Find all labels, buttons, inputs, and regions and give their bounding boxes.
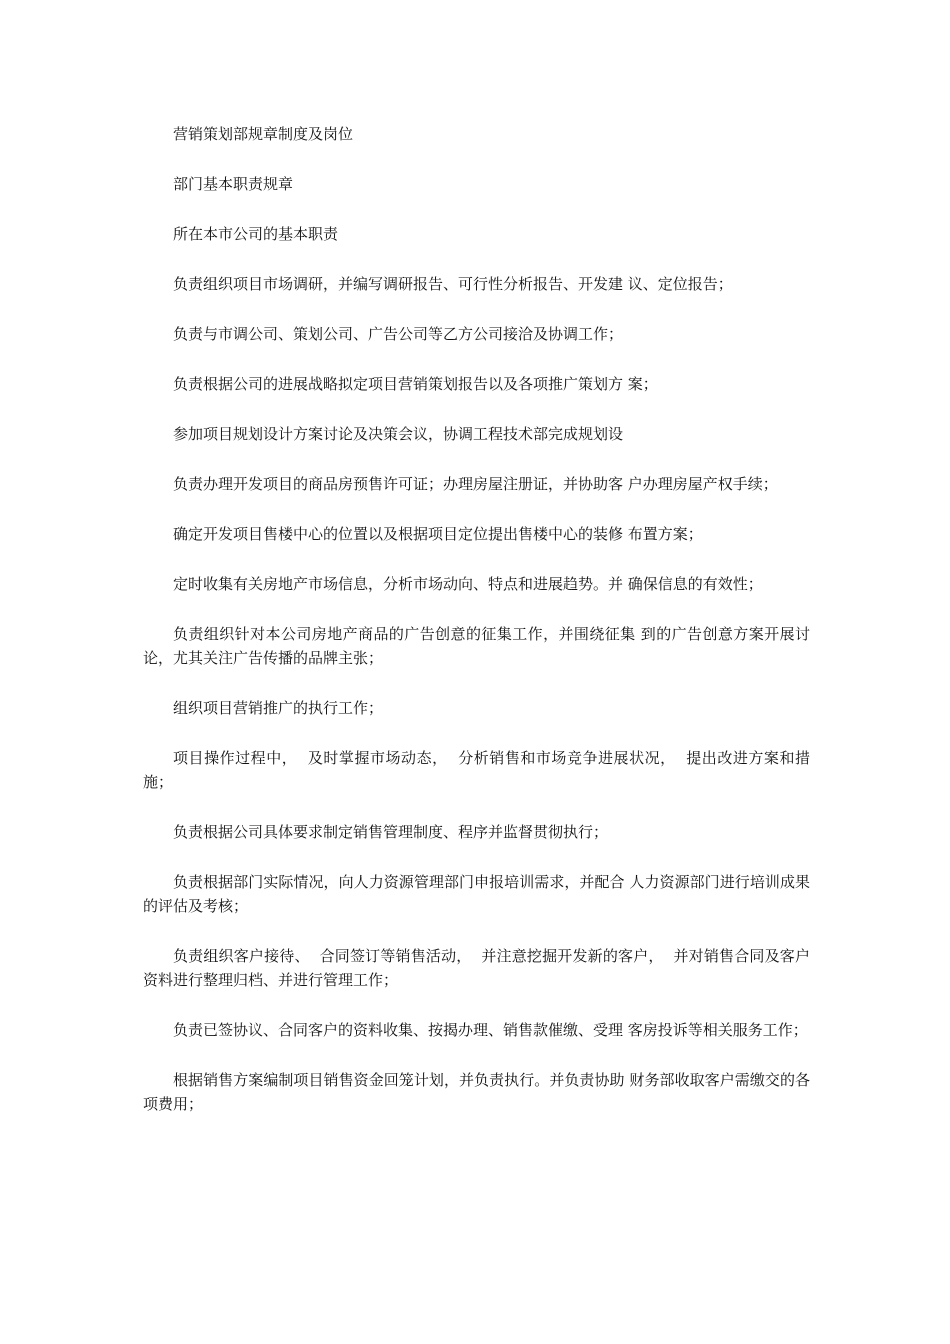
duty-paragraph: 项目操作过程中， 及时掌握市场动态， 分析销售和市场竞争进展状况， 提出改进方案和措施； [143, 749, 810, 791]
duty-paragraph: 负责组织项目市场调研，并编写调研报告、可行性分析报告、开发建 议、定位报告； [173, 275, 733, 293]
section-heading: 部门基本职责规章 [173, 175, 294, 193]
duty-paragraph: 负责与市调公司、策划公司、广告公司等乙方公司接洽及协调工作； [173, 325, 624, 343]
duty-paragraph: 负责根据公司的进展战略拟定项目营销策划报告以及各项推广策划方 案； [173, 375, 658, 393]
doc-title: 营销策划部规章制度及岗位 [173, 125, 354, 143]
duty-paragraph: 组织项目营销推广的执行工作； [173, 699, 384, 717]
duty-paragraph: 负责根据公司具体要求制定销售管理制度、程序并监督贯彻执行； [173, 823, 609, 841]
subsection-heading: 所在本市公司的基本职责 [173, 225, 339, 243]
duty-paragraph: 参加项目规划设计方案讨论及决策会议，协调工程技术部完成规划设 [173, 425, 624, 443]
duty-paragraph: 负责办理开发项目的商品房预售许可证；办理房屋注册证，并协助客 户办理房屋产权手续； [173, 475, 778, 493]
duty-paragraph: 定时收集有关房地产市场信息，分析市场动向、特点和进展趋势。并 确保信息的有效性； [173, 575, 763, 593]
duty-paragraph: 根据销售方案编制项目销售资金回笼计划，并负责执行。并负责协助 财务部收取客户需缴交的各项费用； [143, 1071, 810, 1113]
document-body [143, 122, 810, 1142]
duty-paragraph: 确定开发项目售楼中心的位置以及根据项目定位提出售楼中心的装修 布置方案； [173, 525, 703, 543]
duty-paragraph: 负责组织针对本公司房地产商品的广告创意的征集工作，并围绕征集 到的广告创意方案开展讨论，尤其关注广告传播的品牌主张； [143, 625, 810, 667]
duty-paragraph: 负责根据部门实际情况，向人力资源管理部门申报培训需求，并配合 人力资源部门进行培训成果的评估及考核； [143, 873, 810, 915]
duty-paragraph: 负责组织客户接待、 合同签订等销售活动， 并注意挖掘开发新的客户， 并对销售合同及客户资料进行整理归档、并进行管理工作； [143, 947, 810, 989]
duty-paragraph: 负责已签协议、合同客户的资料收集、按揭办理、销售款催缴、受理 客房投诉等相关服务工作； [173, 1021, 808, 1039]
